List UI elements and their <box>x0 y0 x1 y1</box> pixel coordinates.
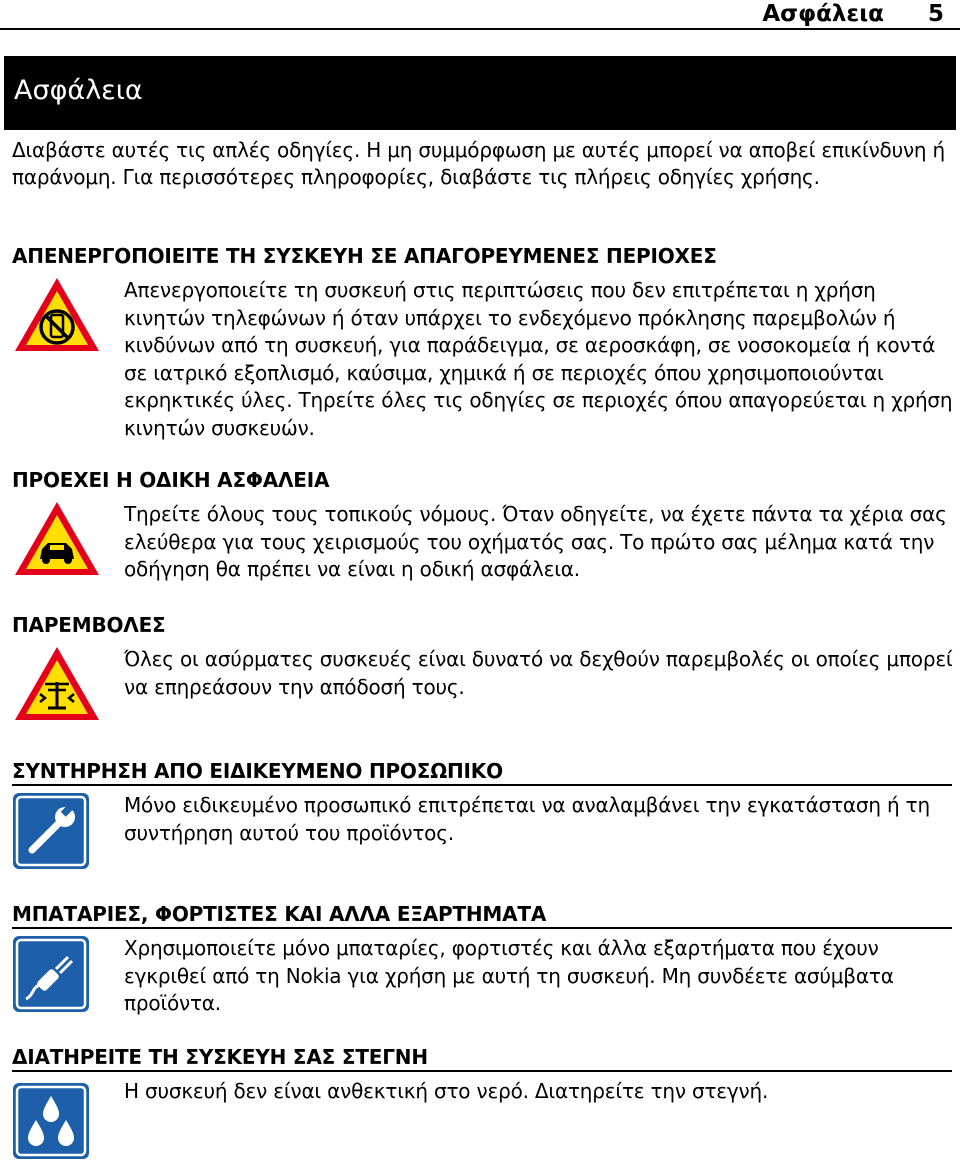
charger-plug-icon <box>12 935 90 1013</box>
section-text: Μόνο ειδικευμένο προσωπικό επιτρέπεται να αναλαμβάνει την εγκατάσταση ή τη συντήρηση αυτού του προϊόντος. <box>124 793 930 845</box>
car-warning-icon <box>12 499 102 579</box>
section-heading: ΣΥΝΤΗΡΗΣΗ ΑΠΟ ΕΙΔΙΚΕΥΜΕΝΟ ΠΡΟΣΩΠΙΚΟ <box>12 758 952 786</box>
section-heading: ΑΠΕΝΕΡΓΟΠΟΙΕΙΤΕ ΤΗ ΣΥΣΚΕΥΗ ΣΕ ΑΠΑΓΟΡΕΥΜΕΝΕΣ ΠΕΡΙΟΧΕΣ <box>12 244 717 268</box>
intro-paragraph: Διαβάστε αυτές τις απλές οδηγίες. Η μη συμμόρφωση με αυτές μπορεί να αποβεί επικίνδυνη ή παράνομη. Για περισσότερες πληροφορίες, διαβάστε τις πλήρεις οδηγίες χρήσης. <box>12 138 946 189</box>
section-text: Τηρείτε όλους τους τοπικούς νόμους. Όταν οδηγείτε, να έχετε πάντα τα χέρια σας ελεύθερα για τους χειρισμούς του οχήματός σας. Το πρώτο σας μέλημα κατά την οδήγηση θα πρέπει να είναι η οδική ασφάλεια. <box>124 502 947 581</box>
section-text: Χρησιμοποιείτε μόνο μπαταρίες, φορτιστές και άλλα εξαρτήματα που έχουν εγκριθεί από τη Nokia για χρήση με αυτή τη συσκευή. Μη συνδέετε ασύμβατα προϊόντα. <box>124 936 894 1015</box>
page-number: 5 <box>927 1 944 27</box>
wrench-icon <box>12 792 90 870</box>
interference-warning-icon <box>12 644 102 724</box>
section-heading: ΔΙΑΤΗΡΕΙΤΕ ΤΗ ΣΥΣΚΕΥΗ ΣΑΣ ΣΤΕΓΝΗ <box>12 1044 952 1072</box>
page-title-bar <box>4 56 956 130</box>
section-heading: ΜΠΑΤΑΡΙΕΣ, ΦΟΡΤΙΣΤΕΣ ΚΑΙ ΑΛΛΑ ΕΞΑΡΤΗΜΑΤΑ <box>12 901 952 929</box>
section-heading: ΠΡΟΕΧΕΙ Η ΟΔΙΚΗ ΑΣΦΑΛΕΙΑ <box>12 468 330 492</box>
section-text: Η συσκευή δεν είναι ανθεκτική στο νερό. Διατηρείτε την στεγνή. <box>124 1079 769 1103</box>
running-header-title: Ασφάλεια <box>762 1 884 27</box>
running-header <box>0 0 960 30</box>
section-heading: ΠΑΡΕΜΒΟΛΕΣ <box>12 613 166 637</box>
page-title: Ασφάλεια <box>14 75 143 106</box>
water-drops-icon <box>12 1082 90 1160</box>
no-mobile-phone-icon <box>12 275 102 355</box>
section-text: Όλες οι ασύρματες συσκευές είναι δυνατό να δεχθούν παρεμβολές οι οποίες μπορεί να επηρεάσουν την απόδοσή τους. <box>124 647 953 699</box>
section-text: Απενεργοποιείτε τη συσκευή στις περιπτώσεις που δεν επιτρέπεται η χρήση κινητών τηλεφώνων ή όταν υπάρχει το ενδεχόμενο πρόκλησης παρεμβολών ή κινδύνων από τη συσκευή, για παράδειγμα, σε αεροσκάφη, σε νοσοκομεία ή κοντά σε ιατρικό εξοπλισμό, καύσιμα, χημικά ή σε περιοχές όπου χρησιμοποιούνται εκρηκτικές ύλες. Τηρείτε όλες τις οδηγίες σε περιοχές όπου απαγορεύεται η χρήση κινητών συσκευών. <box>124 278 953 440</box>
